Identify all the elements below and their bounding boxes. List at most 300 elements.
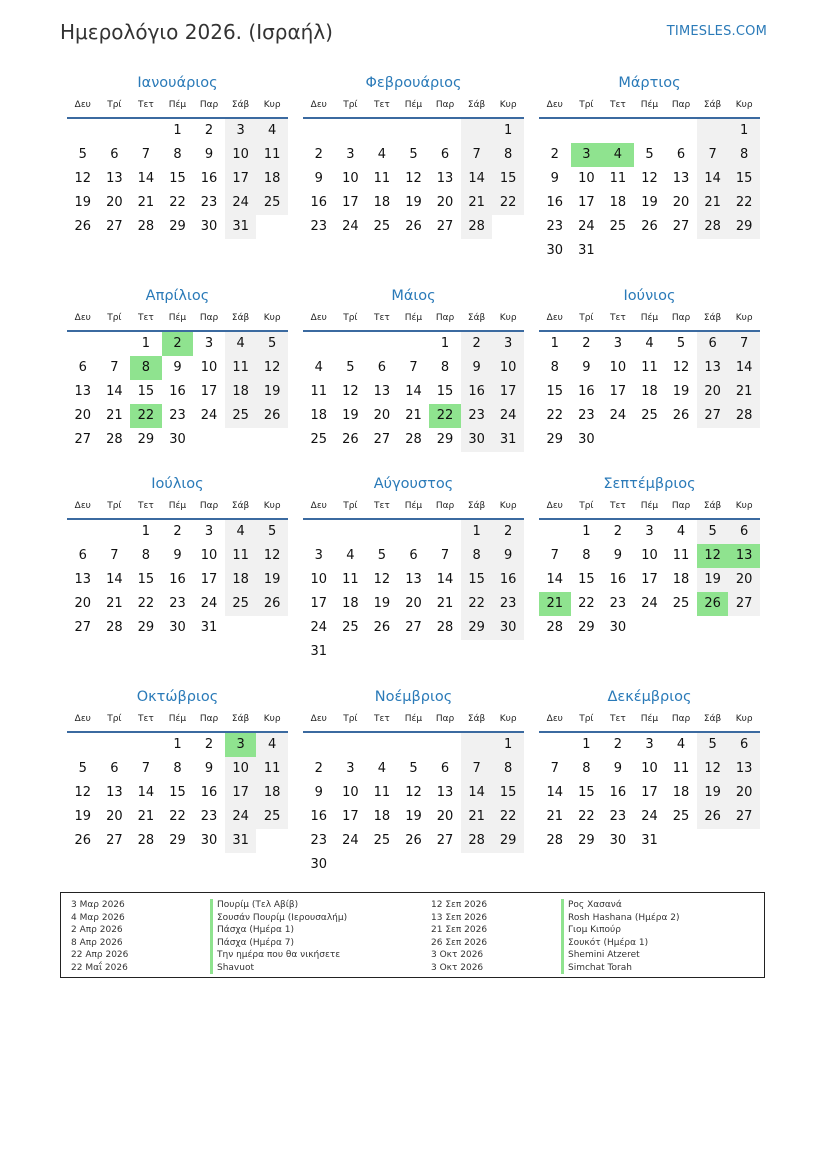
day-cell: 13 xyxy=(697,356,729,380)
empty-cell xyxy=(634,239,666,263)
day-cell: 8 xyxy=(173,761,182,776)
day-cell: 16 xyxy=(578,384,595,399)
day-cell: 20 xyxy=(728,568,760,592)
empty-cell xyxy=(697,829,729,853)
day-cell: 27 xyxy=(106,833,123,848)
day-cell: 7 xyxy=(440,548,450,563)
day-cell: 28 xyxy=(728,404,760,428)
day-cell: 6 xyxy=(676,147,686,162)
legend-date: 21 Σεπ 2026 xyxy=(431,925,488,935)
day-cell: 10 xyxy=(609,360,627,375)
day-cell: 7 xyxy=(461,757,493,781)
day-cell: 7 xyxy=(110,548,119,563)
day-cell: 17 xyxy=(310,596,328,611)
empty-cell xyxy=(99,332,131,356)
day-cell: 17 xyxy=(641,572,658,587)
day-cell: 18 xyxy=(225,380,257,404)
day-cell: 4 xyxy=(314,360,323,375)
month-name: Αύγουστος xyxy=(373,476,454,492)
weekday-header xyxy=(303,495,524,520)
month-name: Ιούνιος xyxy=(623,288,676,304)
day-cell: 21 xyxy=(728,380,760,404)
day-cell: 24 xyxy=(342,219,359,234)
day-cell: 26 xyxy=(342,432,359,447)
day-cell: 3 xyxy=(645,737,654,752)
day-cell: 20 xyxy=(697,380,729,404)
weekday-label: Κυρ xyxy=(499,100,517,110)
empty-cell xyxy=(335,733,367,757)
weekday-label: Σάβ xyxy=(703,100,722,110)
empty-cell xyxy=(256,829,288,853)
day-cell: 1 xyxy=(141,524,151,539)
day-cell: 27 xyxy=(74,620,92,635)
day-cell: 16 xyxy=(169,572,186,587)
day-cell: 22 xyxy=(492,191,524,215)
empty-cell xyxy=(634,119,666,143)
empty-cell xyxy=(99,520,131,544)
day-cell: 8 xyxy=(461,544,493,568)
day-cell: 3 xyxy=(346,761,355,776)
weekday-label: Πέμ xyxy=(168,714,187,724)
day-cell: 18 xyxy=(609,195,627,210)
empty-cell xyxy=(225,428,257,452)
day-cell: 26 xyxy=(697,592,729,616)
day-cell: 12 xyxy=(342,384,359,399)
day-cell: 10 xyxy=(342,785,359,800)
day-cell: 18 xyxy=(672,785,690,800)
day-cell: 20 xyxy=(405,596,422,611)
day-cell: 5 xyxy=(78,761,87,776)
weekday-label: Δευ xyxy=(310,100,327,110)
weekday-label: Τρί xyxy=(343,501,358,511)
day-cell: 4 xyxy=(676,524,686,539)
empty-cell xyxy=(461,733,493,757)
day-cell: 12 xyxy=(405,785,422,800)
day-cell: 1 xyxy=(582,737,591,752)
weekday-label: Παρ xyxy=(435,313,455,323)
day-cell: 30 xyxy=(461,428,493,452)
day-cell: 16 xyxy=(609,572,627,587)
day-cell: 21 xyxy=(106,596,123,611)
day-cell: 19 xyxy=(256,380,288,404)
day-cell: 28 xyxy=(436,620,454,635)
day-cell: 31 xyxy=(225,215,257,239)
day-cell: 30 xyxy=(200,219,218,234)
day-cell: 27 xyxy=(405,620,422,635)
site-link[interactable]: TIMESLES.COM xyxy=(666,24,767,39)
day-cell: 8 xyxy=(440,360,450,375)
weekday-label: Σάβ xyxy=(703,714,722,724)
day-cell: 1 xyxy=(173,123,182,138)
day-cell: 4 xyxy=(225,332,257,356)
day-cell: 18 xyxy=(373,809,391,824)
day-cell: 1 xyxy=(492,733,524,757)
day-cell: 12 xyxy=(697,757,729,781)
day-cell: 26 xyxy=(373,620,391,635)
day-grid xyxy=(303,520,524,664)
day-cell: 28 xyxy=(106,432,123,447)
day-cell: 1 xyxy=(461,520,493,544)
empty-cell xyxy=(67,733,99,757)
day-cell: 16 xyxy=(609,785,627,800)
day-cell: 24 xyxy=(225,805,257,829)
day-cell: 27 xyxy=(436,219,454,234)
day-cell: 26 xyxy=(641,219,658,234)
empty-cell xyxy=(256,616,288,640)
day-cell: 5 xyxy=(697,520,729,544)
day-cell: 15 xyxy=(137,384,155,399)
month-name: Απρίλιος xyxy=(145,288,210,304)
day-cell: 7 xyxy=(110,360,119,375)
day-cell: 19 xyxy=(405,195,422,210)
day-cell: 11 xyxy=(672,761,690,776)
day-cell: 1 xyxy=(582,524,591,539)
empty-cell xyxy=(99,733,131,757)
weekday-label: Δευ xyxy=(74,501,91,511)
day-cell: 25 xyxy=(225,404,257,428)
empty-cell xyxy=(634,428,666,452)
empty-cell xyxy=(398,853,430,877)
day-cell: 15 xyxy=(169,171,186,186)
empty-cell xyxy=(429,733,461,757)
day-cell: 19 xyxy=(74,809,92,824)
day-cell: 12 xyxy=(256,356,288,380)
day-cell: 20 xyxy=(728,781,760,805)
weekday-label: Παρ xyxy=(671,313,691,323)
day-cell: 23 xyxy=(546,219,564,234)
weekday-label: Τρί xyxy=(579,313,594,323)
weekday-label: Πέμ xyxy=(640,714,659,724)
day-cell: 4 xyxy=(256,119,288,143)
empty-cell xyxy=(130,119,162,143)
legend-date: 22 Μαΐ 2026 xyxy=(71,962,128,973)
weekday-label: Σάβ xyxy=(703,501,722,511)
day-cell: 30 xyxy=(200,833,218,848)
day-cell: 2 xyxy=(613,737,623,752)
weekday-label: Δευ xyxy=(546,501,563,511)
weekday-label: Πέμ xyxy=(404,501,423,511)
day-cell: 7 xyxy=(550,761,559,776)
day-cell: 9 xyxy=(613,761,623,776)
day-cell: 9 xyxy=(613,548,623,563)
day-cell: 23 xyxy=(200,195,218,210)
day-cell: 25 xyxy=(672,809,690,824)
day-cell: 30 xyxy=(169,432,186,447)
day-cell: 16 xyxy=(310,195,328,210)
day-cell: 23 xyxy=(609,809,627,824)
day-cell: 15 xyxy=(492,781,524,805)
weekday-label: Σάβ xyxy=(231,714,250,724)
day-cell: 12 xyxy=(697,544,729,568)
empty-cell xyxy=(303,119,335,143)
day-cell: 2 xyxy=(314,761,323,776)
day-cell: 29 xyxy=(461,616,493,640)
day-grid xyxy=(67,332,288,452)
weekday-label: Τρί xyxy=(579,714,594,724)
day-cell: 22 xyxy=(546,408,564,423)
day-cell: 8 xyxy=(582,761,591,776)
day-cell: 26 xyxy=(256,404,288,428)
day-cell: 25 xyxy=(225,592,257,616)
day-grid xyxy=(303,733,524,877)
day-cell: 7 xyxy=(550,548,559,563)
day-cell: 14 xyxy=(697,167,729,191)
day-grid xyxy=(539,119,760,263)
day-cell: 3 xyxy=(645,524,654,539)
day-cell: 9 xyxy=(204,147,214,162)
day-cell: 15 xyxy=(728,167,760,191)
empty-cell xyxy=(429,520,461,544)
day-cell: 30 xyxy=(169,620,186,635)
day-cell: 29 xyxy=(578,620,595,635)
day-cell: 19 xyxy=(697,781,729,805)
empty-cell xyxy=(67,119,99,143)
weekday-label: Τετ xyxy=(374,313,390,323)
weekday-label: Παρ xyxy=(671,100,691,110)
day-cell: 16 xyxy=(200,171,218,186)
day-cell: 16 xyxy=(310,809,328,824)
day-cell: 13 xyxy=(436,171,454,186)
day-cell: 12 xyxy=(405,171,422,186)
weekday-label: Κυρ xyxy=(735,100,753,110)
month-3 xyxy=(539,72,760,263)
day-cell: 15 xyxy=(546,384,564,399)
month-8 xyxy=(303,473,524,664)
day-cell: 19 xyxy=(74,195,92,210)
weekday-label: Κυρ xyxy=(263,501,281,511)
day-cell: 14 xyxy=(137,785,155,800)
day-cell: 5 xyxy=(409,761,418,776)
day-cell: 21 xyxy=(461,191,493,215)
empty-cell xyxy=(492,853,524,877)
weekday-label: Κυρ xyxy=(499,501,517,511)
weekday-label: Κυρ xyxy=(263,313,281,323)
month-5 xyxy=(303,285,524,452)
empty-cell xyxy=(665,428,697,452)
day-cell: 2 xyxy=(461,332,493,356)
day-cell: 5 xyxy=(346,360,355,375)
empty-cell xyxy=(728,616,760,640)
weekday-label: Πέμ xyxy=(640,313,659,323)
day-cell: 24 xyxy=(492,404,524,428)
month-9 xyxy=(539,473,760,640)
weekday-label: Τρί xyxy=(343,714,358,724)
day-cell: 23 xyxy=(461,404,493,428)
empty-cell xyxy=(492,640,524,664)
day-cell: 24 xyxy=(641,809,658,824)
day-cell: 25 xyxy=(342,620,359,635)
day-cell: 8 xyxy=(550,360,559,375)
weekday-label: Κυρ xyxy=(499,313,517,323)
day-cell: 30 xyxy=(310,857,328,872)
day-cell: 3 xyxy=(204,524,214,539)
day-cell: 9 xyxy=(492,544,524,568)
day-cell: 16 xyxy=(492,568,524,592)
day-cell: 7 xyxy=(461,143,493,167)
day-cell: 5 xyxy=(78,147,87,162)
empty-cell xyxy=(398,332,430,356)
day-cell: 8 xyxy=(582,548,591,563)
day-cell: 21 xyxy=(461,805,493,829)
day-cell: 26 xyxy=(74,219,92,234)
day-cell: 20 xyxy=(106,195,123,210)
day-cell: 28 xyxy=(405,432,422,447)
day-cell: 10 xyxy=(492,356,524,380)
day-cell: 1 xyxy=(550,336,559,351)
day-cell: 22 xyxy=(169,809,186,824)
empty-cell xyxy=(366,733,398,757)
weekday-label: Τετ xyxy=(610,714,626,724)
weekday-label: Τετ xyxy=(138,501,154,511)
empty-cell xyxy=(728,829,760,853)
day-cell: 24 xyxy=(310,620,328,635)
day-cell: 19 xyxy=(373,596,391,611)
day-cell: 15 xyxy=(492,167,524,191)
day-cell: 25 xyxy=(609,219,627,234)
legend-date: 3 Οκτ 2026 xyxy=(431,950,484,960)
weekday-header xyxy=(67,94,288,119)
day-grid xyxy=(67,733,288,853)
empty-cell xyxy=(728,428,760,452)
day-cell: 27 xyxy=(697,404,729,428)
empty-cell xyxy=(67,520,99,544)
day-cell: 10 xyxy=(200,548,218,563)
day-cell: 21 xyxy=(405,408,422,423)
day-cell: 23 xyxy=(492,592,524,616)
day-cell: 20 xyxy=(436,195,454,210)
day-cell: 15 xyxy=(578,572,595,587)
month-name: Δεκέμβριος xyxy=(607,689,692,705)
day-cell: 13 xyxy=(74,572,92,587)
day-cell: 25 xyxy=(310,432,328,447)
day-cell: 14 xyxy=(436,572,454,587)
day-cell: 13 xyxy=(373,384,391,399)
legend-holiday-name: Shavuot xyxy=(210,962,347,975)
weekday-label: Δευ xyxy=(546,714,563,724)
empty-cell xyxy=(398,119,430,143)
day-cell: 28 xyxy=(461,215,493,239)
day-cell: 25 xyxy=(256,805,288,829)
empty-cell xyxy=(429,119,461,143)
day-cell: 28 xyxy=(106,620,123,635)
day-cell: 30 xyxy=(546,243,564,258)
weekday-label: Σάβ xyxy=(231,100,250,110)
empty-cell xyxy=(665,239,697,263)
weekday-label: Παρ xyxy=(199,100,219,110)
day-cell: 17 xyxy=(225,167,257,191)
weekday-label: Δευ xyxy=(546,313,563,323)
day-cell: 22 xyxy=(137,596,155,611)
day-cell: 27 xyxy=(74,432,92,447)
day-cell: 22 xyxy=(429,404,461,428)
month-1 xyxy=(67,72,288,239)
month-name: Οκτώβριος xyxy=(136,689,219,705)
weekday-label: Παρ xyxy=(435,714,455,724)
legend-holiday-name: Γιομ Κιπούρ xyxy=(561,924,680,937)
legend-date: 3 Μαρ 2026 xyxy=(71,900,125,910)
day-cell: 19 xyxy=(641,195,658,210)
day-cell: 25 xyxy=(373,219,391,234)
day-cell: 2 xyxy=(173,524,182,539)
empty-cell xyxy=(366,640,398,664)
day-cell: 2 xyxy=(162,332,194,356)
day-cell: 21 xyxy=(546,809,564,824)
month-name: Ιούλιος xyxy=(151,476,204,492)
empty-cell xyxy=(665,616,697,640)
day-cell: 29 xyxy=(546,432,564,447)
day-cell: 28 xyxy=(137,219,155,234)
day-cell: 28 xyxy=(137,833,155,848)
weekday-label: Κυρ xyxy=(735,501,753,511)
weekday-header xyxy=(67,495,288,520)
day-cell: 24 xyxy=(225,191,257,215)
legend-date: 3 Οκτ 2026 xyxy=(431,962,484,973)
day-cell: 14 xyxy=(546,785,564,800)
weekday-label: Τρί xyxy=(107,714,122,724)
day-cell: 21 xyxy=(137,809,155,824)
empty-cell xyxy=(366,332,398,356)
day-grid xyxy=(539,733,760,853)
day-cell: 5 xyxy=(697,733,729,757)
weekday-label: Δευ xyxy=(74,313,91,323)
weekday-label: Κυρ xyxy=(735,313,753,323)
day-cell: 10 xyxy=(310,572,328,587)
weekday-header xyxy=(303,708,524,733)
day-cell: 13 xyxy=(405,572,422,587)
day-cell: 27 xyxy=(436,833,454,848)
day-cell: 11 xyxy=(672,548,690,563)
day-cell: 22 xyxy=(130,404,162,428)
empty-cell xyxy=(193,428,225,452)
day-cell: 6 xyxy=(728,520,760,544)
day-cell: 18 xyxy=(256,167,288,191)
month-2 xyxy=(303,72,524,239)
day-cell: 19 xyxy=(672,384,690,399)
month-name: Μάιος xyxy=(391,288,436,304)
empty-cell xyxy=(335,332,367,356)
day-cell: 7 xyxy=(409,360,418,375)
day-cell: 20 xyxy=(373,408,391,423)
day-cell: 18 xyxy=(672,572,690,587)
day-cell: 9 xyxy=(204,761,214,776)
day-cell: 6 xyxy=(78,360,87,375)
day-grid xyxy=(67,119,288,239)
empty-cell xyxy=(461,640,493,664)
day-cell: 13 xyxy=(728,544,760,568)
day-cell: 29 xyxy=(492,829,524,853)
day-cell: 23 xyxy=(169,408,186,423)
day-grid xyxy=(303,332,524,452)
day-cell: 4 xyxy=(602,143,634,167)
day-cell: 17 xyxy=(342,809,359,824)
weekday-label: Παρ xyxy=(435,100,455,110)
day-cell: 30 xyxy=(492,616,524,640)
day-cell: 26 xyxy=(74,833,92,848)
weekday-label: Πέμ xyxy=(640,501,659,511)
day-cell: 17 xyxy=(578,195,595,210)
weekday-header xyxy=(539,708,760,733)
day-cell: 3 xyxy=(492,332,524,356)
weekday-label: Παρ xyxy=(435,501,455,511)
empty-cell xyxy=(366,853,398,877)
day-cell: 21 xyxy=(436,596,454,611)
day-cell: 21 xyxy=(697,191,729,215)
weekday-header xyxy=(539,307,760,332)
day-cell: 15 xyxy=(578,785,595,800)
day-cell: 17 xyxy=(492,380,524,404)
day-cell: 13 xyxy=(728,757,760,781)
empty-cell xyxy=(602,119,634,143)
